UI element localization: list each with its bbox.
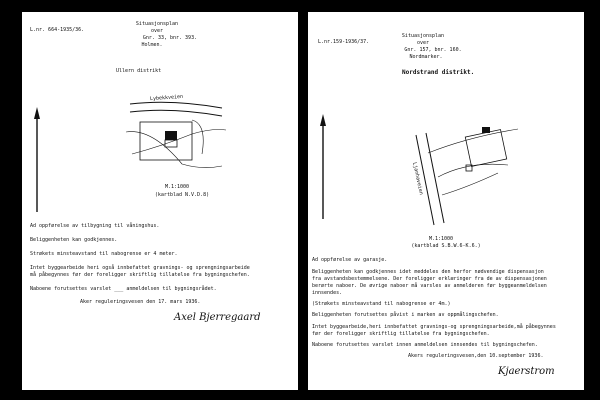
north-arrow-icon — [318, 114, 328, 224]
road-label: Ljanhaveien — [411, 161, 424, 196]
plan-title: Situasjonsplan — [135, 21, 179, 27]
map-sheet: (kartblad S.B.W.6-K.6.) — [411, 243, 481, 249]
paragraph-construction-1: Intet byggearbeide,heri innbefattet gravnings-og sprengningsarbeide,må påbegynnes — [312, 324, 556, 330]
signature: Kjaerstrom — [498, 366, 555, 377]
paragraph-subject: Ad oppførelse av tilbygning til våningshus. — [30, 223, 160, 229]
plan-title: Situasjonsplan — [401, 33, 445, 39]
date-line: Akers reguleringsvesen,den 10.september 1936. — [408, 353, 544, 359]
document-page-right — [308, 12, 584, 390]
scale: M.1:1000 — [164, 184, 190, 190]
map-sheet: (kartblad N.V.D.8) — [154, 192, 210, 198]
situation-map — [408, 117, 528, 227]
plan-over: over — [416, 40, 430, 46]
district: Ullern distrikt — [116, 68, 162, 74]
reference-number: L.nr. 664-1935/36. — [30, 27, 85, 33]
location: Nordmarker. — [409, 54, 443, 60]
scale: M.1:1000 — [428, 236, 454, 242]
gnr-bnr: Gnr. 157, bnr. 160. — [404, 47, 462, 53]
paragraph-construction-2: må påbegynnes før der foreligger skriftlig tillatelse fra bygningschefen. — [30, 272, 250, 278]
district: Nordstrand distrikt. — [402, 69, 475, 76]
paragraph-approval-4: innsendes. — [312, 290, 343, 296]
situation-map — [122, 94, 232, 174]
gnr-bnr: Gnr. 33, bnr. 393. — [142, 35, 198, 41]
paragraph-neighbours: Naboene forutsettes varslet innen anmeldelsen innsendes til bygningschefen. — [312, 342, 538, 348]
reference-number: L.nr.159-1936/37. — [318, 39, 370, 45]
paragraph-approval-1: Beliggenheten kan godkjennes idet meddeles den herfor nødvendige dispensasjon — [312, 269, 544, 275]
signature: Axel Bjerregaard — [174, 312, 261, 323]
paragraph-distance: Strøkets minsteavstand til nabogrense er 4 meter. — [30, 251, 178, 257]
north-arrow-icon — [32, 107, 42, 217]
paragraph-distance: (Strøkets minsteavstand til nabogrense er 4m.) — [312, 301, 451, 307]
paragraph-approval: Beliggenheten kan godkjennes. — [30, 237, 118, 243]
date-line: Aker reguleringsvesen den 17. mars 1936. — [80, 299, 201, 305]
paragraph-subject: Ad oppførelse av garasje. — [312, 257, 388, 263]
document-page-left — [22, 12, 298, 390]
paragraph-construction-1: Intet byggearbeide heri også innbefattet gravnings- og sprengningsarbeide — [30, 265, 250, 271]
paragraph-survey: Beliggenheten forutsettes påvist i marken av oppmålingschefen. — [312, 312, 499, 318]
paragraph-approval-2: fra avstandsbestemmelsene. Der foreligger erklæringer fra de av dispensasjonen — [312, 276, 547, 282]
paragraph-neighbours: Naboene forutsettes varslet ___ anmeldelsen til bygningsrådet. — [30, 286, 217, 292]
plan-over: over — [150, 28, 164, 34]
location: Holmen. — [141, 42, 163, 48]
road-label: Lybekkveien — [149, 93, 184, 103]
paragraph-construction-2: før der foreligger skriftlig tillatelse fra bygningschefen. — [312, 331, 490, 337]
paragraph-approval-3: berørte naboer. De øvrige naboer må varsles av anmelderen før byggeanmeldelsen — [312, 283, 547, 289]
